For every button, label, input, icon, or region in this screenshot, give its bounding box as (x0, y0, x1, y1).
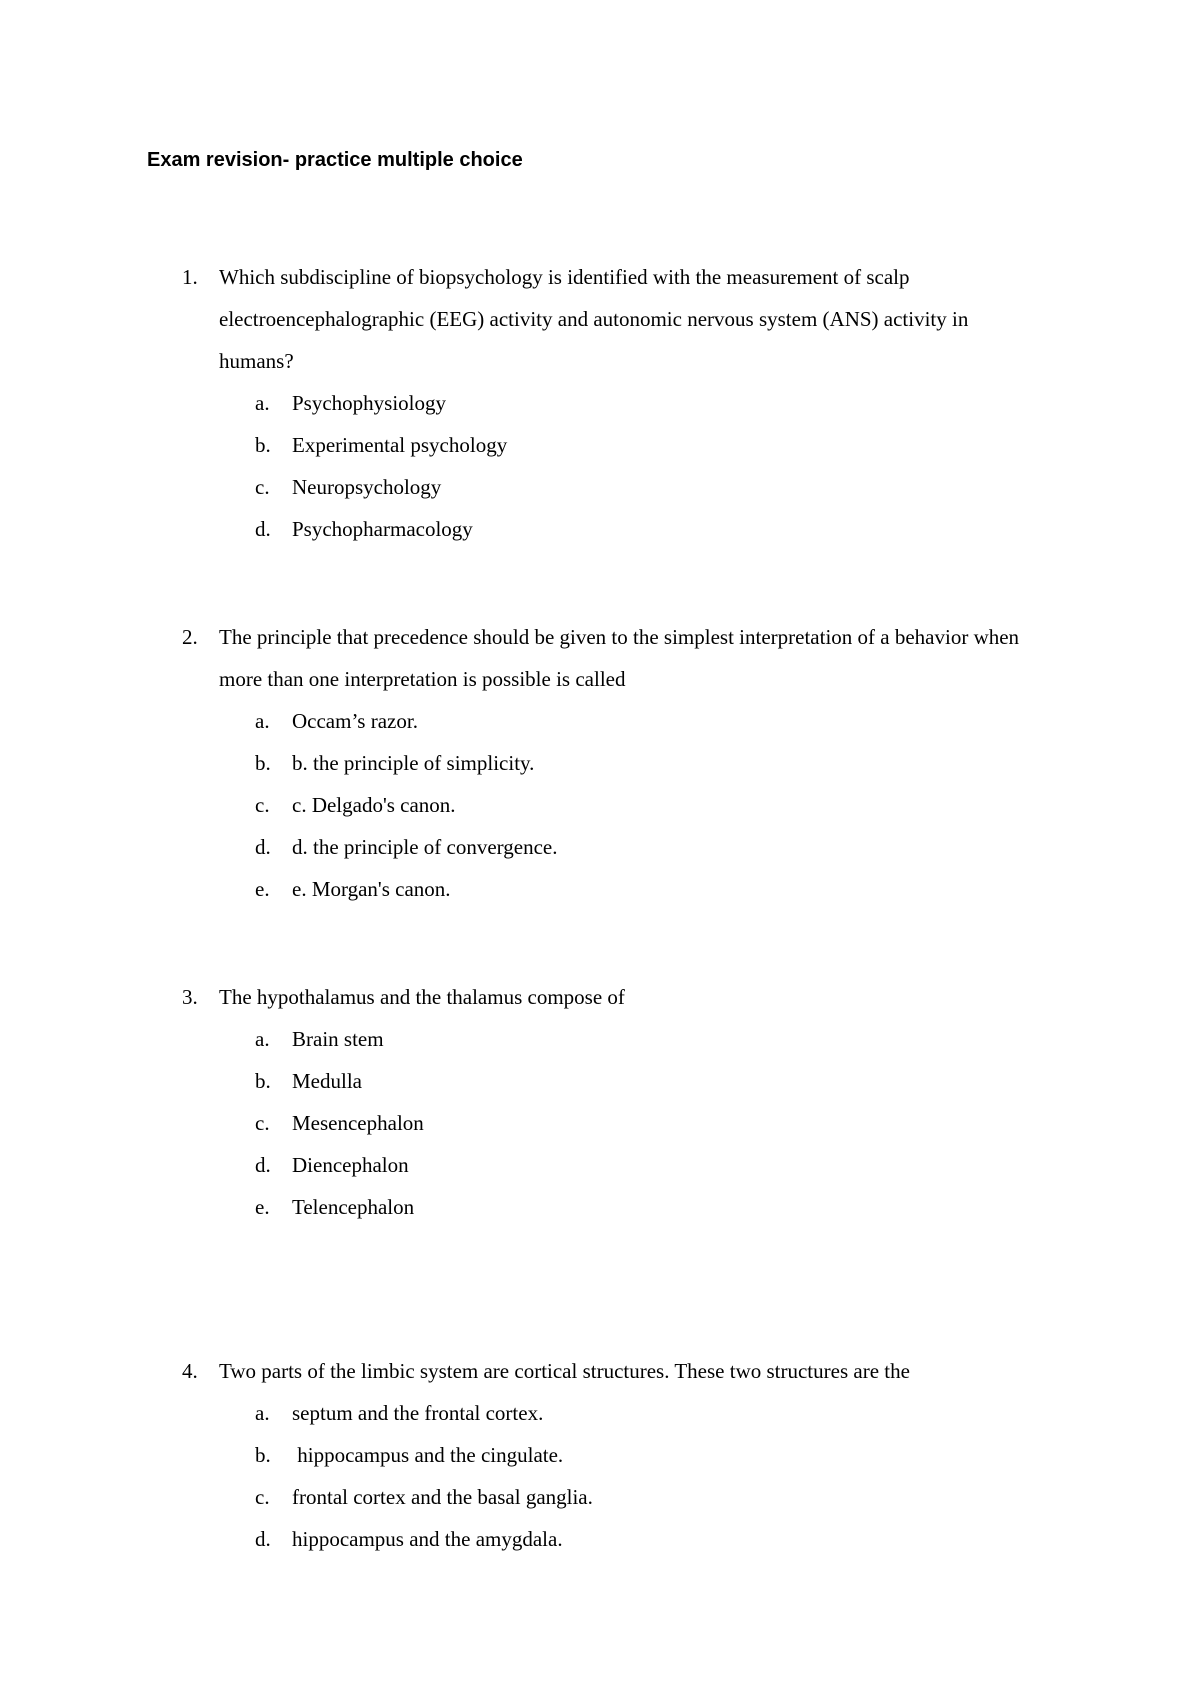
option-letter: d. (255, 1153, 271, 1177)
question-text: Which subdiscipline of biopsychology is identified with the measurement of scalp electroencephalographic (EEG) activity and autonomic nervous system (ANS) activity in humans? (219, 265, 969, 373)
question-number: 4. (182, 1359, 198, 1383)
option-text: Brain stem (292, 1027, 384, 1051)
option-text: septum and the frontal cortex. (292, 1401, 544, 1425)
option-text: e. Morgan's canon. (292, 877, 451, 901)
option-d (0, 826, 1200, 868)
option-letter: a. (255, 1027, 270, 1051)
document-title: Exam revision- practice multiple choice (147, 149, 523, 171)
option-text: hippocampus and the cingulate. (292, 1443, 564, 1467)
option-c (0, 784, 1200, 826)
option-text: Diencephalon (292, 1153, 409, 1177)
option-letter: a. (255, 391, 270, 415)
option-letter: b. (255, 1069, 271, 1093)
option-d (0, 1518, 1200, 1560)
option-e (0, 868, 1200, 910)
option-a (0, 1392, 1200, 1434)
option-text: Experimental psychology (292, 433, 508, 457)
option-c (0, 466, 1200, 508)
option-text: Mesencephalon (292, 1111, 424, 1135)
option-b (0, 1060, 1200, 1102)
option-letter: a. (255, 709, 270, 733)
option-d (0, 508, 1200, 550)
option-text: Medulla (292, 1069, 362, 1093)
option-a (0, 700, 1200, 742)
option-letter: c. (255, 1485, 270, 1509)
option-text: Psychophysiology (292, 391, 447, 415)
option-letter: d. (255, 835, 271, 859)
option-a (0, 382, 1200, 424)
question-text: The hypothalamus and the thalamus compose of (219, 985, 625, 1009)
option-letter: c. (255, 793, 270, 817)
option-letter: b. (255, 751, 271, 775)
option-text: c. Delgado's canon. (292, 793, 456, 817)
question-text: Two parts of the limbic system are cortical structures. These two structures are the (219, 1359, 910, 1383)
option-e (0, 1186, 1200, 1228)
option-letter: a. (255, 1401, 270, 1425)
option-text: d. the principle of convergence. (292, 835, 558, 859)
option-text: frontal cortex and the basal ganglia. (292, 1485, 593, 1509)
option-text: Telencephalon (292, 1195, 415, 1219)
question-number: 2. (182, 625, 198, 649)
option-letter: d. (255, 517, 271, 541)
option-letter: c. (255, 1111, 270, 1135)
question-number: 3. (182, 985, 198, 1009)
option-a (0, 1018, 1200, 1060)
option-text: hippocampus and the amygdala. (292, 1527, 563, 1551)
option-b (0, 742, 1200, 784)
option-d (0, 1144, 1200, 1186)
option-text: b. the principle of simplicity. (292, 751, 535, 775)
option-text: Neuropsychology (292, 475, 442, 499)
option-letter: c. (255, 475, 270, 499)
question-number: 1. (182, 265, 198, 289)
option-b (0, 424, 1200, 466)
option-letter: d. (255, 1527, 271, 1551)
question-text: The principle that precedence should be given to the simplest interpretation of a behavior when more than one interpretation is possible is called (219, 625, 1020, 691)
option-c (0, 1476, 1200, 1518)
option-c (0, 1102, 1200, 1144)
option-letter: b. (255, 1443, 271, 1467)
option-letter: e. (255, 877, 270, 901)
option-text: Psychopharmacology (292, 517, 473, 541)
option-b (0, 1434, 1200, 1476)
option-letter: b. (255, 433, 271, 457)
option-text: Occam’s razor. (292, 709, 418, 733)
option-letter: e. (255, 1195, 270, 1219)
